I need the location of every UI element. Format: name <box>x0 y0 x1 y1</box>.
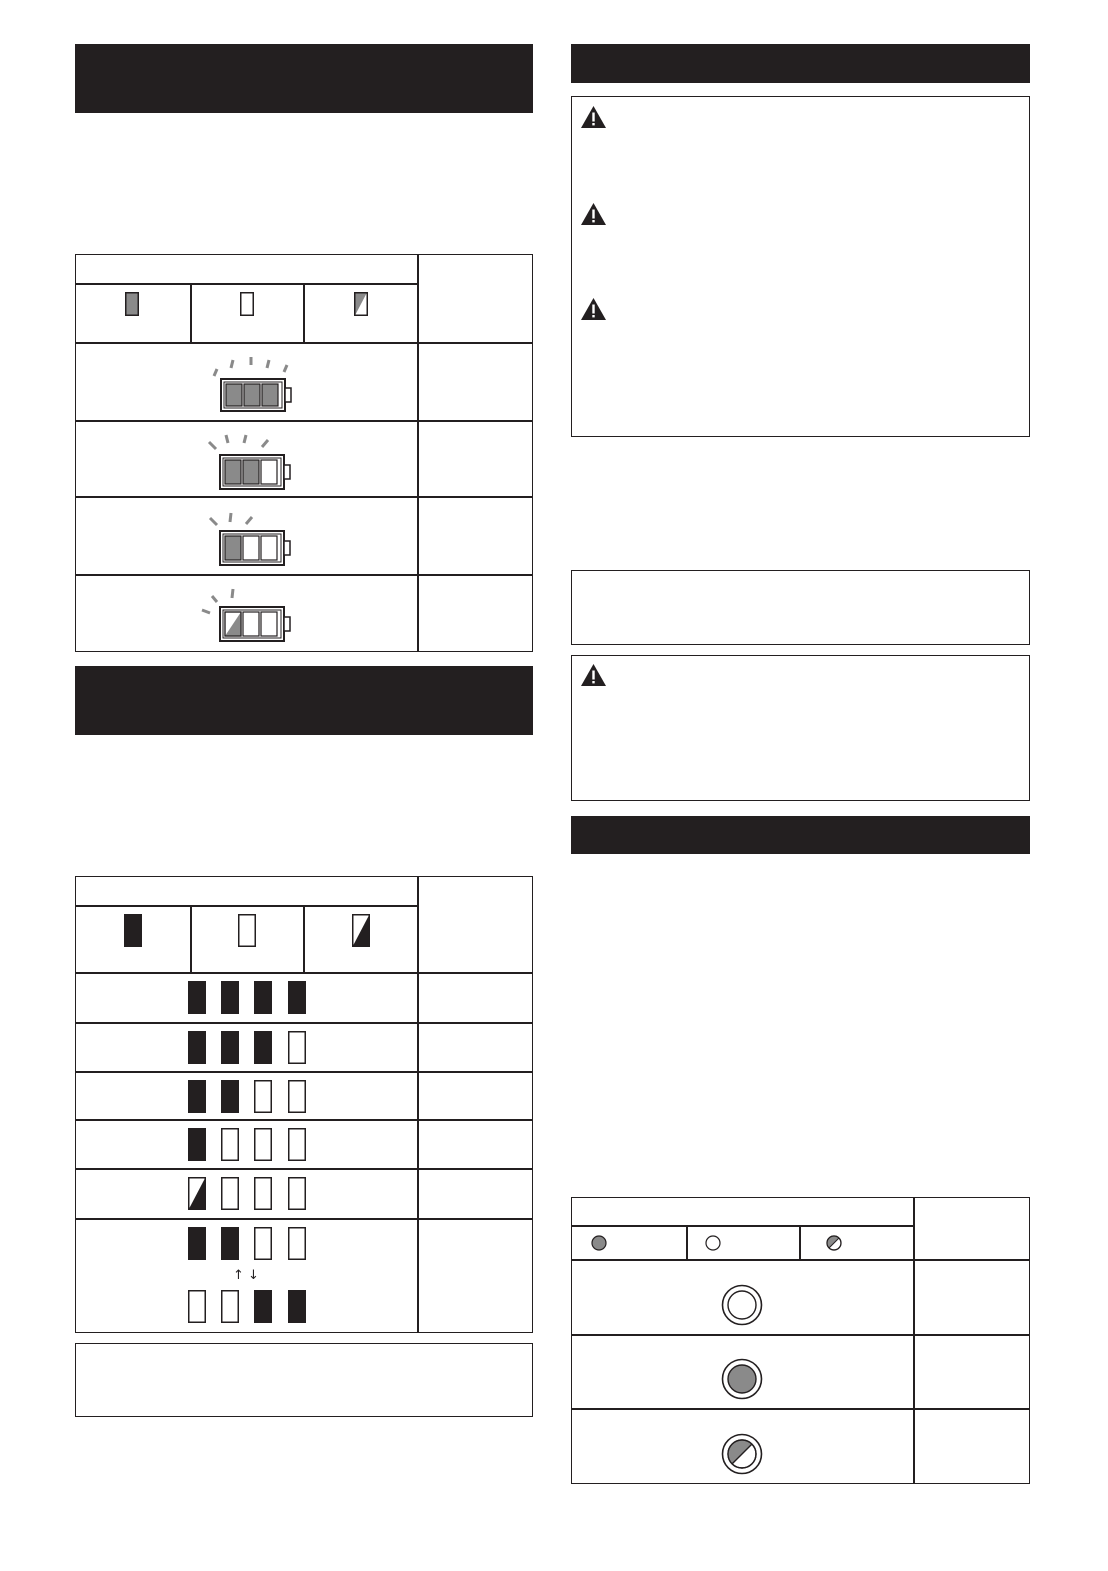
battery-1-segment-blinking-icon <box>200 583 292 647</box>
lamp-off-icon <box>255 1228 272 1260</box>
notice-box <box>571 570 1030 645</box>
lamp-lit-icon <box>189 982 206 1014</box>
lamp-lit-icon <box>125 292 139 316</box>
lamp-off-icon <box>289 1129 306 1161</box>
lamp-lit-icon <box>189 1228 206 1260</box>
warning-box <box>571 96 1030 437</box>
lamp-lit-icon <box>289 982 306 1014</box>
lamp-lit-icon <box>222 1032 239 1064</box>
left-note-box <box>75 1343 533 1417</box>
lamp-off-icon <box>255 1081 272 1113</box>
dot-blinking-icon <box>826 1235 842 1251</box>
lamp-lit-icon <box>289 1291 306 1323</box>
warning-triangle-icon <box>581 106 606 128</box>
lamp-off-icon <box>189 1291 206 1323</box>
lamp-off-icon <box>289 1228 306 1260</box>
lamp-off-icon <box>255 1178 272 1210</box>
alternating-arrows-label: ↑ ↓ <box>233 1268 259 1283</box>
lamp-lit-icon <box>255 1291 272 1323</box>
ring-lamp-off-icon <box>721 1284 763 1326</box>
lamp-lit-icon <box>189 1081 206 1113</box>
lamp-blinking-icon <box>354 292 368 316</box>
lamp-blinking-icon <box>189 1178 206 1210</box>
lamp-lit-icon <box>189 1032 206 1064</box>
lamp-lit-icon <box>255 1032 272 1064</box>
lamp-off-icon <box>289 1178 306 1210</box>
lamp-lit-icon <box>255 982 272 1014</box>
lamp-lit-icon <box>222 982 239 1014</box>
lamp-off-icon <box>222 1178 239 1210</box>
lamp-indicator-table <box>75 876 533 1333</box>
lamp-off-icon <box>222 1129 239 1161</box>
warning-triangle-icon <box>581 203 606 225</box>
dot-off-icon <box>705 1235 721 1251</box>
dot-lit-icon <box>591 1235 607 1251</box>
right-section-1-header-band <box>571 44 1030 83</box>
lamp-off-icon <box>240 292 254 316</box>
battery-3-segments-lit-icon <box>209 351 293 415</box>
battery-indicator-table <box>75 254 533 652</box>
caution-box <box>571 655 1030 801</box>
lamp-lit-icon <box>189 1129 206 1161</box>
lamp-off-icon <box>289 1081 306 1113</box>
lamp-rows-graphic <box>76 877 417 1332</box>
lamp-lit-icon <box>222 1228 239 1260</box>
ring-lamp-blinking-icon <box>721 1433 763 1475</box>
battery-1-segment-lit-icon <box>206 507 290 571</box>
right-section-2-header-band <box>571 816 1030 854</box>
ring-lamp-lit-icon <box>721 1358 763 1400</box>
warning-triangle-icon <box>581 298 606 320</box>
lamp-lit-icon <box>222 1081 239 1113</box>
lamp-off-icon <box>222 1291 239 1323</box>
lamp-off-icon <box>289 1032 306 1064</box>
left-section-2-header-band <box>75 666 533 735</box>
ring-lamp-indicator-table <box>571 1197 1030 1484</box>
left-section-1-header-band <box>75 44 533 113</box>
battery-2-segments-lit-icon <box>206 429 290 493</box>
warning-triangle-icon <box>581 664 606 686</box>
lamp-off-icon <box>255 1129 272 1161</box>
